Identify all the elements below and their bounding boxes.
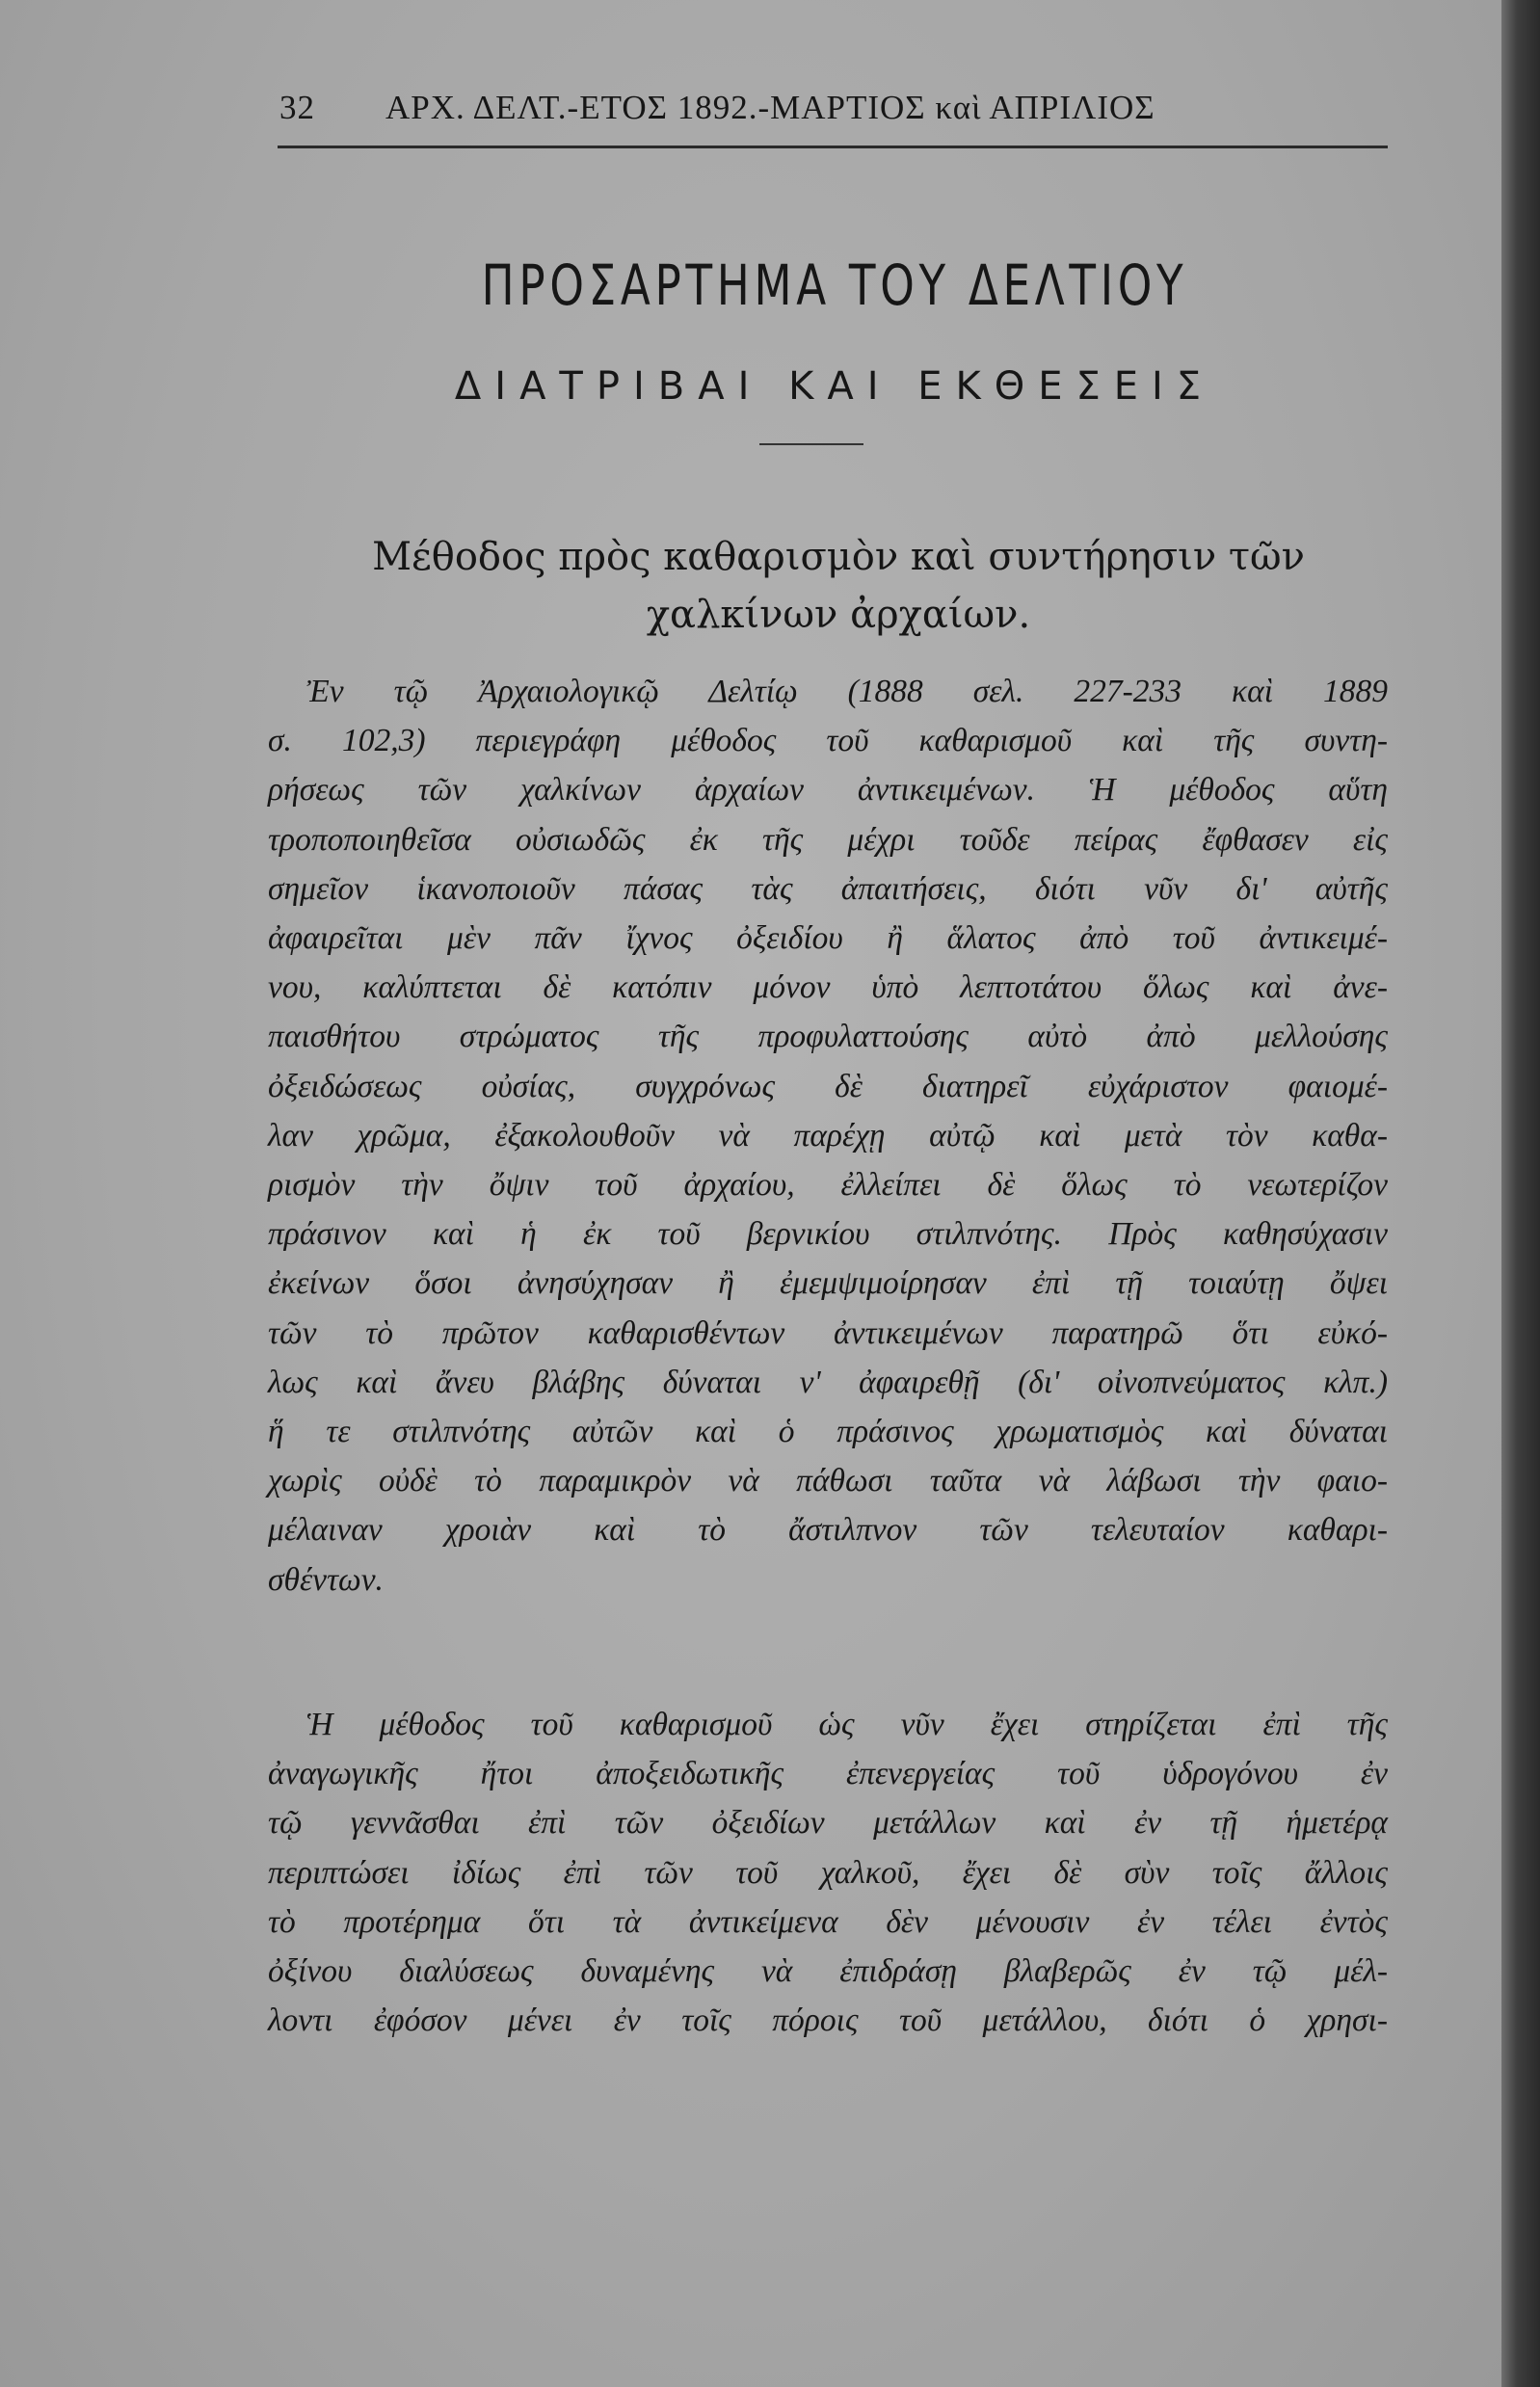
text-line: ρισμὸν τὴν ὄψιν τοῦ ἀρχαίου, ἐλλείπει δὲ ὅλως τὸ νεωτερίζον <box>268 1167 1388 1204</box>
paragraph-2 <box>268 1700 1388 2045</box>
article-title-line-2: χαλκίνων ἀρχαίων. <box>646 593 1031 637</box>
text-line: τὸ προτέρημα ὅτι τὰ ἀντικείμενα δὲν μένουσιν ἐν τέλει ἐντὸς <box>268 1903 1388 1940</box>
text-line: νου, καλύπτεται δὲ κατόπιν μόνον ὑπὸ λεπτοτάτου ὅλως καὶ ἀνε- <box>268 969 1388 1006</box>
header-rule <box>278 146 1388 148</box>
page-number: 32 <box>279 89 315 126</box>
text-line: σθέντων. <box>268 1561 384 1598</box>
text-line: ἥ τε στιλπνότης αὐτῶν καὶ ὁ πράσινος χρωματισμὸς καὶ δύναται <box>268 1414 1388 1450</box>
article-title-line-1: Μέθοδος πρὸς καθαρισμὸν καὶ συντήρησιν τῶν <box>372 535 1305 579</box>
text-line: ὀξίνου διαλύσεως δυναμένης νὰ ἐπιδράσῃ βλαβερῶς ἐν τῷ μέλ- <box>268 1953 1388 1990</box>
title-divider <box>759 443 863 445</box>
text-line: ἀφαιρεῖται μὲν πᾶν ἴχνος ὀξειδίου ἢ ἅλατος ἀπὸ τοῦ ἀντικειμέ- <box>268 920 1388 957</box>
text-line: χωρὶς οὐδὲ τὸ παραμικρὸν νὰ πάθωσι ταῦτα νὰ λάβωσι τὴν φαιο- <box>268 1463 1388 1499</box>
text-line: λαν χρῶμα, ἐξακολουθοῦν νὰ παρέχῃ αὐτῷ καὶ μετὰ τὸν καθα- <box>268 1117 1388 1154</box>
text-line: Ἡ μέθοδος τοῦ καθαρισμοῦ ὡς νῦν ἔχει στηρίζεται ἐπὶ τῆς <box>306 1707 1388 1742</box>
text-line: Ἐν τῷ Ἀρχαιολογικῷ Δελτίῳ (1888 σελ. 227-233 καὶ 1889 <box>306 674 1388 709</box>
text-line: ἐκείνων ὅσοι ἀνησύχησαν ἢ ἐμεμψιμοίρησαν ἐπὶ τῇ τοιαύτῃ ὄψει <box>268 1265 1388 1302</box>
text-line: μέλαιναν χροιὰν καὶ τὸ ἄστιλπνον τῶν τελευταίον καθαρι- <box>268 1512 1388 1549</box>
text-line: ἀναγωγικῆς ἤτοι ἀποξειδωτικῆς ἐπενεργείας τοῦ ὑδρογόνου ἐν <box>268 1756 1388 1792</box>
paragraph-1 <box>268 667 1388 1605</box>
text-line: τῶν τὸ πρῶτον καθαρισθέντων ἀντικειμένων παρατηρῶ ὅτι εὐκό- <box>268 1314 1388 1351</box>
text-line: λως καὶ ἄνευ βλάβης δύναται ν' ἀφαιρεθῇ (δι' οἰνοπνεύματος κλπ.) <box>268 1364 1388 1400</box>
running-head <box>279 89 1349 137</box>
text-line: περιπτώσει ἰδίως ἐπὶ τῶν τοῦ χαλκοῦ, ἔχει δὲ σὺν τοῖς ἄλλοις <box>268 1854 1388 1891</box>
section-title: ΔΙΑΤΡΙΒΑΙ ΚΑΙ ΕΚΘΕΣΕΙΣ <box>454 364 1215 409</box>
text-line: παισθήτου στρώματος τῆς προφυλαττούσης αὐτὸ ἀπὸ μελλούσης <box>268 1019 1388 1055</box>
text-line: τῷ γεννᾶσθαι ἐπὶ τῶν ὀξειδίων μετάλλων καὶ ἐν τῇ ἡμετέρᾳ <box>268 1805 1388 1842</box>
text-line: ὀξειδώσεως οὐσίας, συγχρόνως δὲ διατηρεῖ εὐχάριστον φαιομέ- <box>268 1068 1388 1104</box>
text-line: πράσινον καὶ ἡ ἐκ τοῦ βερνικίου στιλπνότης. Πρὸς καθησύχασιν <box>268 1216 1388 1253</box>
text-line: ρήσεως τῶν χαλκίνων ἀρχαίων ἀντικειμένων. Ἡ μέθοδος αὕτη <box>268 772 1388 809</box>
text-line: σ. 102,3) περιεγράφη μέθοδος τοῦ καθαρισμοῦ καὶ τῆς συντη- <box>268 723 1388 759</box>
text-line: σημεῖον ἱκανοποιοῦν πάσας τὰς ἀπαιτήσεις, διότι νῦν δι' αὐτῆς <box>268 870 1388 907</box>
text-line: λοντι ἐφόσον μένει ἐν τοῖς πόροις τοῦ μετάλλου, διότι ὁ χρησι- <box>268 2002 1388 2039</box>
supplement-title: ΠΡΟΣΑΡΤΗΜΑ ΤΟΥ ΔΕΛΤΙΟΥ <box>481 252 1188 318</box>
text-line: τροποποιηθεῖσα οὐσιωδῶς ἐκ τῆς μέχρι τοῦδε πείρας ἔφθασεν εἰς <box>268 821 1388 858</box>
page-edge-shadow <box>1501 0 1540 2387</box>
article-title <box>318 528 1359 644</box>
running-head-text: ΑΡΧ. ΔΕΛΤ.-ΕΤΟΣ 1892.-ΜΑΡΤΙΟΣ καὶ ΑΠΡΙΛΙΟΣ <box>385 89 1155 126</box>
